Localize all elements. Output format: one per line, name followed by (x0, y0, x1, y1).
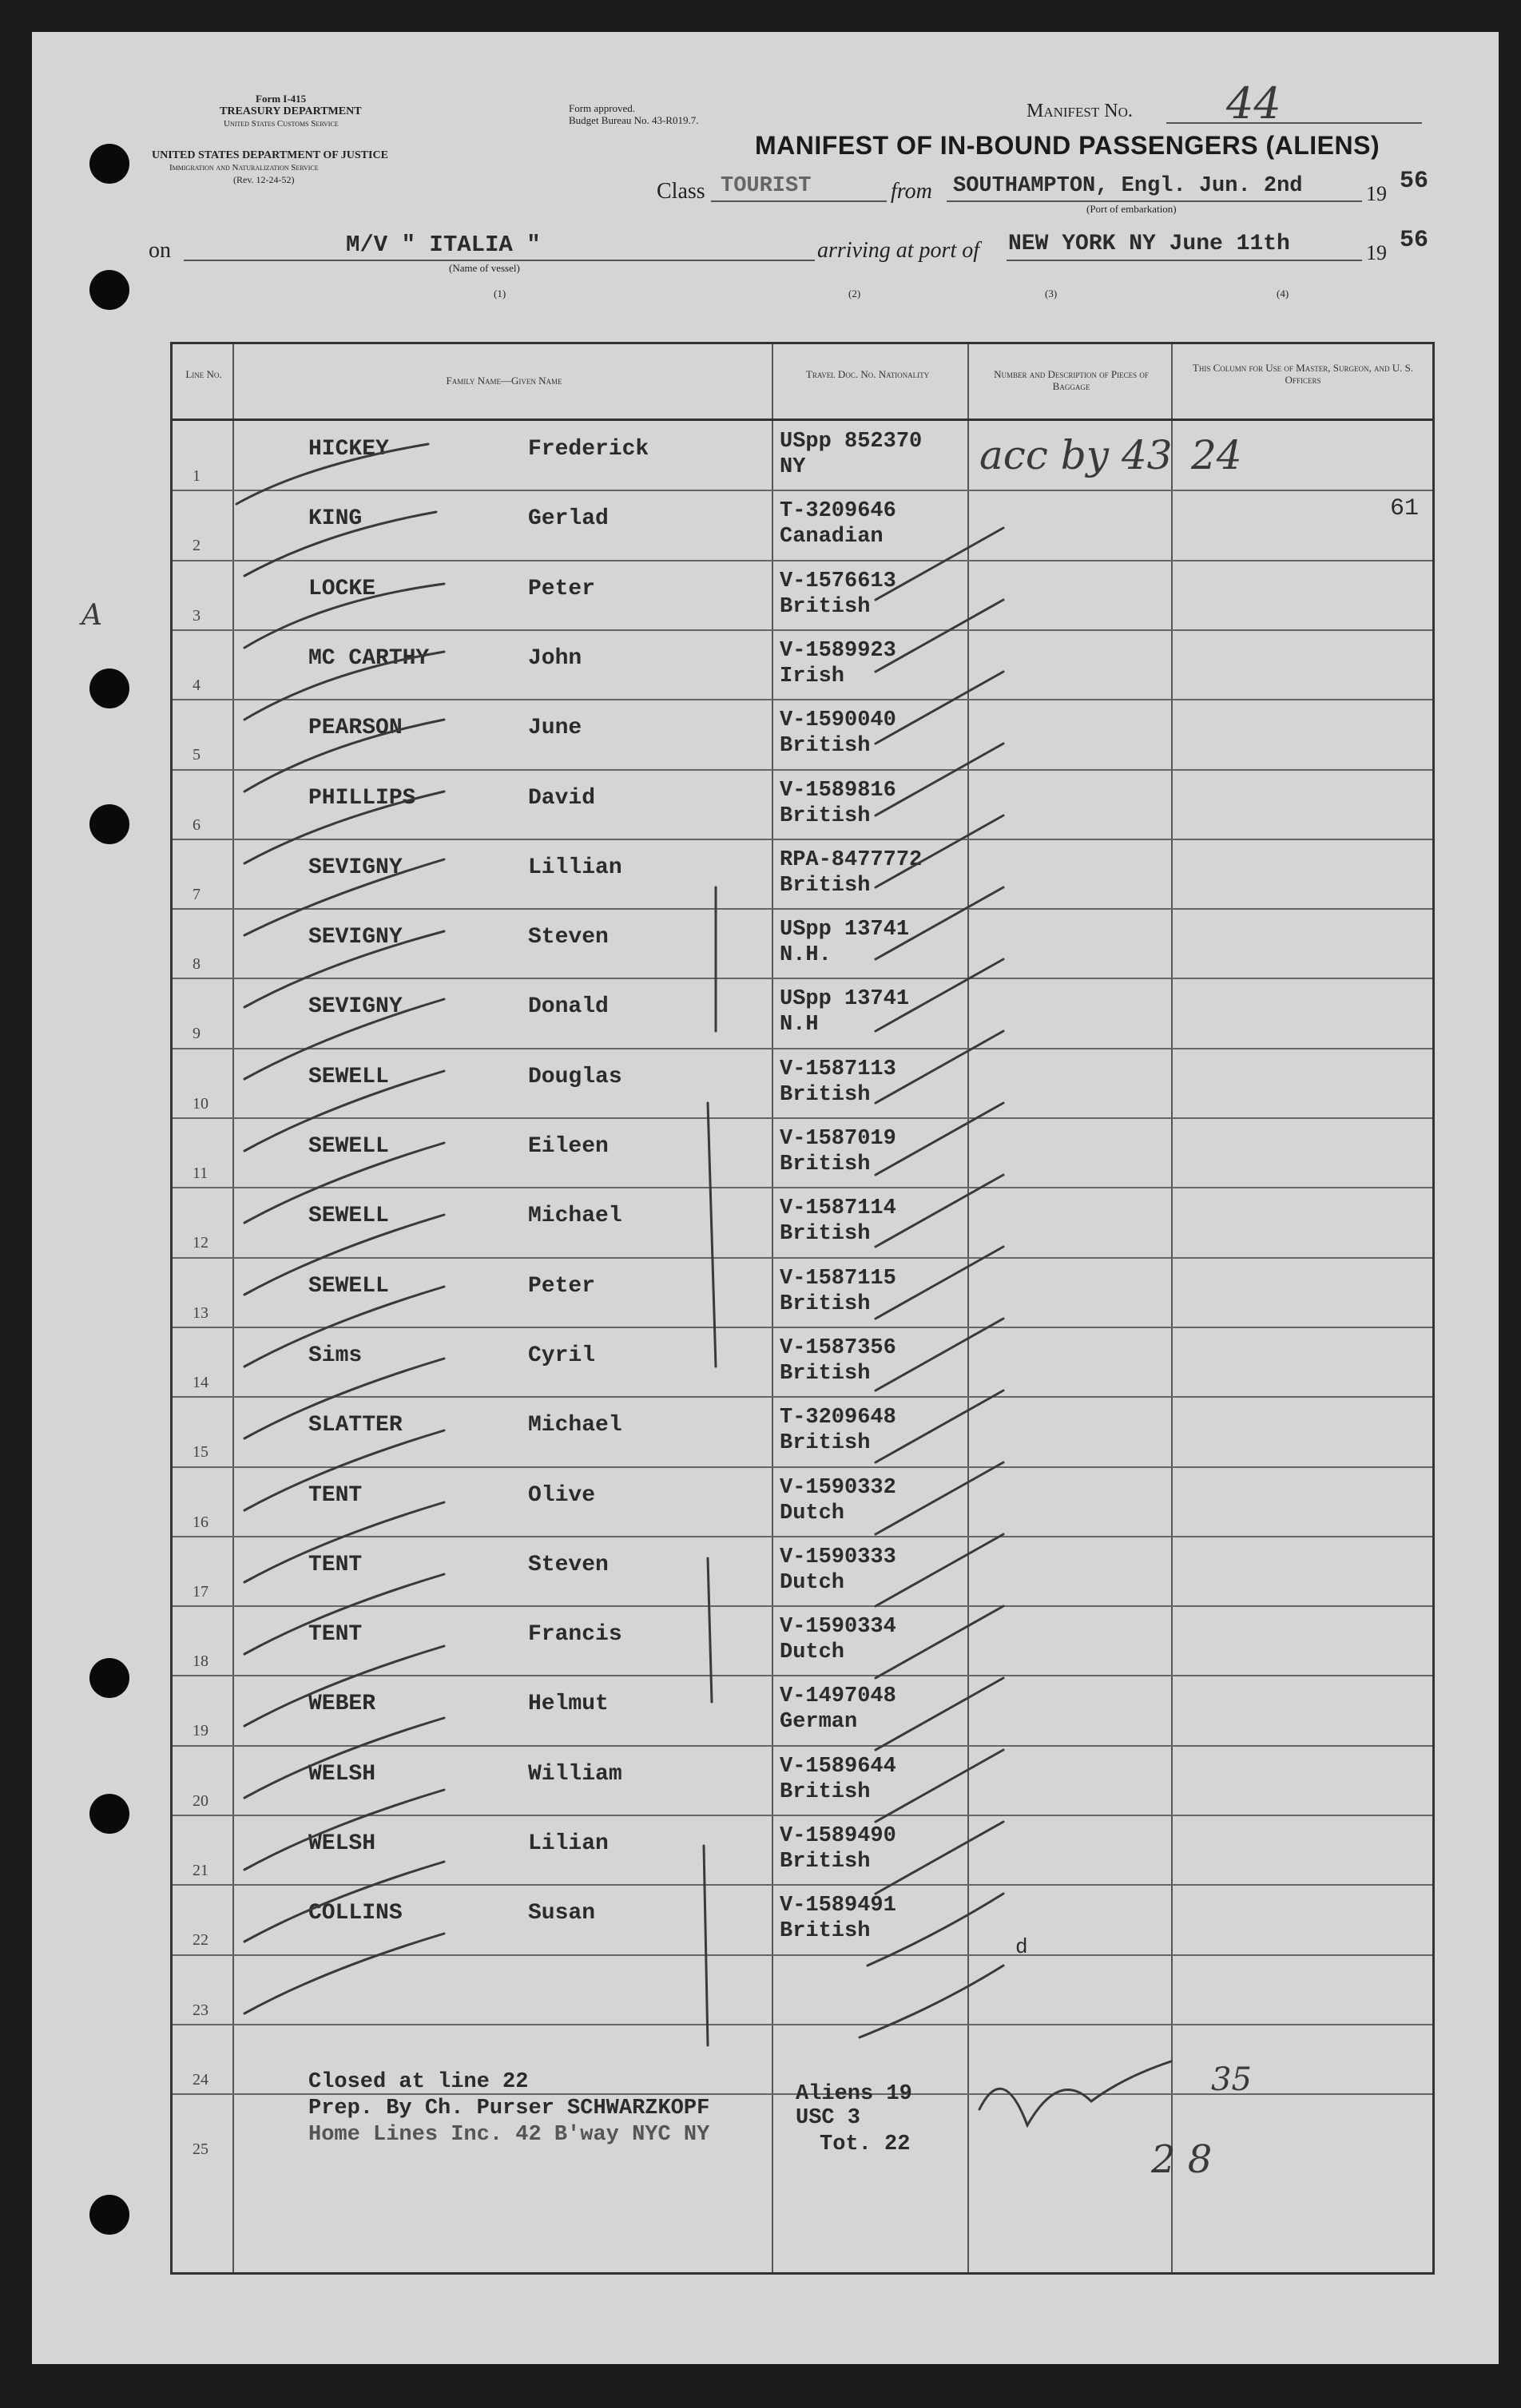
col-number-3: (3) (1045, 288, 1058, 300)
closing-line-1: Closed at line 22 (308, 2070, 529, 2094)
year-prefix-from: 19 (1366, 182, 1387, 205)
travel-doc (780, 498, 896, 549)
from-value: SOUTHAMPTON, Engl. Jun. 2nd (953, 174, 1303, 198)
punch-hole (89, 270, 129, 310)
travel-doc-number: USpp 852370 (780, 430, 923, 454)
line-number: 5 (193, 746, 201, 764)
line-number: 6 (193, 815, 201, 834)
travel-doc (780, 429, 922, 480)
family-name: WELSH (308, 1831, 376, 1856)
travel-doc-number: V-1589491 (780, 1894, 896, 1918)
line-number: 20 (193, 1791, 208, 1810)
travel-doc-number: V-1587356 (780, 1335, 896, 1360)
nationality: British (780, 873, 871, 898)
vessel-name: M/V " ITALIA " (346, 232, 541, 258)
travel-doc-number: V-1587114 (780, 1196, 896, 1221)
arrival-value: NEW YORK NY June 11th (1008, 232, 1290, 256)
nationality: British (780, 734, 871, 759)
travel-doc (780, 778, 896, 829)
given-name: William (528, 1761, 622, 1787)
punch-hole (89, 668, 129, 708)
side-number: 61 (1390, 495, 1420, 522)
punch-hole (89, 144, 129, 184)
travel-doc-number: V-1589644 (780, 1754, 896, 1779)
line-number: 21 (193, 1862, 208, 1879)
line-number: 10 (193, 1094, 208, 1113)
line-number: 14 (193, 1373, 208, 1391)
baggage-note-line1: acc by 43 (979, 432, 1173, 478)
nationality: British (780, 1361, 871, 1386)
travel-doc-number: T-3209646 (780, 499, 896, 524)
table-row (173, 1188, 1432, 1257)
customs-service: United States Customs Service (224, 119, 339, 129)
table-row (173, 1118, 1432, 1188)
form-revision: (Rev. 12-24-52) (233, 174, 295, 185)
given-name: Gerlad (528, 506, 609, 532)
table-row (173, 839, 1432, 909)
header-travel-doc: Travel Doc. No. Nationality (805, 368, 930, 380)
arriving-label: arriving at port of (817, 238, 980, 263)
given-name: Douglas (528, 1064, 622, 1089)
officer-note-line1: 24 (1191, 432, 1242, 478)
line-number: 16 (193, 1513, 208, 1531)
travel-doc (780, 1057, 896, 1108)
punch-hole (89, 2195, 129, 2235)
family-name: HICKEY (308, 437, 389, 462)
family-name: TENT (308, 1552, 363, 1577)
vessel-line (184, 260, 815, 261)
table-row (173, 561, 1432, 630)
line-number: 1 (193, 467, 201, 485)
line-number: 15 (193, 1443, 208, 1462)
family-name: TENT (308, 1622, 363, 1648)
table-row (173, 1397, 1432, 1466)
table-row (173, 1467, 1432, 1537)
nationality: British (780, 1779, 871, 1804)
given-name: Eileen (528, 1134, 609, 1159)
table-row (173, 1955, 1432, 2025)
family-name: SEVIGNY (308, 925, 403, 950)
family-name: PEARSON (308, 716, 403, 741)
travel-doc (780, 1545, 896, 1596)
travel-doc (780, 1266, 896, 1317)
travel-doc (780, 986, 909, 1037)
family-name: SEWELL (308, 1204, 389, 1229)
justice-department: UNITED STATES DEPARTMENT OF JUSTICE (152, 149, 388, 161)
given-name: David (528, 785, 596, 811)
class-value: TOURIST (721, 174, 812, 198)
nationality: Dutch (780, 1501, 845, 1525)
travel-doc-number: V-1497048 (780, 1684, 896, 1709)
table-row (173, 1676, 1432, 1745)
travel-doc-number: V-1589816 (780, 778, 896, 803)
given-name: Peter (528, 576, 596, 601)
travel-doc (780, 917, 909, 968)
closing-line-3: Home Lines Inc. 42 B'way NYC NY (308, 2123, 710, 2147)
family-name: COLLINS (308, 1901, 403, 1926)
table-row (173, 1606, 1432, 1676)
family-name: SLATTER (308, 1413, 403, 1438)
from-label: from (891, 179, 932, 204)
manifest-title: MANIFEST OF IN-BOUND PASSENGERS (ALIENS) (755, 131, 1380, 160)
travel-doc (780, 1196, 896, 1247)
family-name: Sims (308, 1343, 363, 1368)
table-row (173, 1049, 1432, 1118)
nationality: Dutch (780, 1640, 845, 1665)
nationality: Irish (780, 664, 845, 688)
line21-mark: d (1015, 1935, 1028, 1959)
treasury-department: TREASURY DEPARTMENT (220, 105, 362, 117)
travel-doc (780, 1405, 896, 1456)
given-name: Steven (528, 925, 609, 950)
line-number: 22 (193, 1931, 208, 1950)
family-name: PHILLIPS (308, 785, 416, 811)
family-name: SEWELL (308, 1134, 389, 1159)
line-number: 12 (193, 1234, 208, 1252)
travel-doc-number: V-1589490 (780, 1824, 896, 1848)
nationality: German (780, 1710, 858, 1735)
punch-hole (89, 804, 129, 844)
travel-doc (780, 1614, 896, 1665)
table-row (173, 700, 1432, 769)
travel-doc-number: V-1587115 (780, 1266, 896, 1291)
travel-doc-number: USpp 13741 (780, 918, 910, 942)
line-number: 19 (193, 1722, 208, 1740)
table-row (173, 1746, 1432, 1815)
travel-doc-number: V-1587019 (780, 1127, 896, 1151)
year-from: 56 (1400, 168, 1429, 195)
manifest-page (32, 32, 1499, 2364)
travel-doc-number: V-1589923 (780, 638, 896, 663)
closing-line-2: Prep. By Ch. Purser SCHWARZKOPF (308, 2097, 710, 2120)
travel-doc (780, 847, 922, 899)
arrival-line (1007, 260, 1362, 261)
nationality: British (780, 1222, 871, 1247)
line-number: 8 (193, 955, 201, 974)
year-prefix-arrival: 19 (1366, 241, 1387, 264)
punch-hole (89, 1794, 129, 1834)
travel-doc-number: T-3209648 (780, 1406, 896, 1430)
header-name: Family Name—Given Name (446, 375, 562, 387)
table-row (173, 1327, 1432, 1397)
form-approved: Form approved. (569, 102, 636, 114)
family-name: KING (308, 506, 363, 532)
line-number: 4 (193, 676, 201, 694)
line-number: 9 (193, 1025, 201, 1043)
travel-doc (780, 1684, 896, 1735)
nationality: British (780, 1919, 871, 1944)
given-name: June (528, 716, 582, 741)
line-number: 24 (193, 2070, 208, 2089)
travel-doc (780, 1893, 896, 1944)
tally-top: 35 (1211, 2061, 1252, 2098)
line-number: 18 (193, 1652, 208, 1671)
family-name: SEVIGNY (308, 855, 403, 880)
nationality: N.H (780, 1013, 819, 1037)
family-name: TENT (308, 1482, 363, 1508)
nationality: Dutch (780, 1570, 845, 1595)
travel-doc (780, 1126, 896, 1177)
year-arrival: 56 (1400, 227, 1429, 254)
table-row (173, 1815, 1432, 1885)
table-row (173, 909, 1432, 978)
nationality: Canadian (780, 525, 884, 549)
travel-doc-number: RPA-8477772 (780, 847, 923, 872)
on-label: on (149, 238, 171, 263)
nationality: NY (780, 455, 806, 479)
col-number-4: (4) (1277, 288, 1289, 300)
given-name: Francis (528, 1622, 622, 1648)
margin-mark: A (81, 599, 102, 632)
given-name: Cyril (528, 1343, 596, 1368)
table-row (173, 1258, 1432, 1327)
line-number: 3 (193, 606, 201, 625)
travel-doc-number: V-1590040 (780, 708, 896, 733)
nationality: British (780, 594, 871, 619)
line-number: 23 (193, 2001, 208, 2019)
manifest-no-label: Manifest No. (1027, 101, 1133, 121)
nationality: British (780, 1850, 871, 1874)
travel-doc-number: V-1587113 (780, 1057, 896, 1081)
passenger-table (170, 342, 1435, 2275)
given-name: Olive (528, 1482, 596, 1508)
from-line (947, 200, 1362, 202)
table-row (173, 490, 1432, 560)
line-number: 17 (193, 1582, 208, 1601)
line-number: 13 (193, 1303, 208, 1322)
travel-doc (780, 1754, 896, 1805)
given-name: Michael (528, 1413, 622, 1438)
col-number-1: (1) (494, 288, 506, 300)
family-name: WEBER (308, 1692, 376, 1717)
header-baggage: Number and Description of Pieces of Baggage (994, 368, 1149, 392)
header-officers: This Column for Use of Master, Surgeon, and U. S. Officers (1192, 362, 1414, 386)
col-number-2: (2) (848, 288, 861, 300)
manifest-no-value: 44 (1226, 78, 1281, 129)
travel-doc-number: V-1590332 (780, 1475, 896, 1500)
punch-hole (89, 1658, 129, 1698)
header-line-no: Line No. (185, 368, 222, 380)
usc-count: USC 3 (796, 2106, 861, 2130)
nationality: N.H. (780, 943, 832, 968)
ins-service: Immigration and Naturalization Service (169, 163, 319, 173)
manifest-no-line (1166, 122, 1422, 124)
given-name: Steven (528, 1552, 609, 1577)
given-name: Michael (528, 1204, 622, 1229)
tally-bottom: 2 8 (1151, 2137, 1213, 2182)
family-name: SEVIGNY (308, 994, 403, 1020)
travel-doc (780, 569, 896, 620)
port-embarkation-caption: (Port of embarkation) (1086, 203, 1177, 215)
aliens-count: Aliens 19 (796, 2082, 912, 2106)
table-row (173, 630, 1432, 700)
given-name: Lilian (528, 1831, 609, 1856)
table-row (173, 1537, 1432, 1606)
nationality: British (780, 803, 871, 828)
line-number: 25 (193, 2140, 208, 2159)
budget-bureau: Budget Bureau No. 43-R019.7. (569, 114, 699, 126)
travel-doc (780, 1335, 896, 1386)
nationality: British (780, 1152, 871, 1176)
vessel-caption: (Name of vessel) (449, 262, 520, 274)
line-number: 7 (193, 885, 201, 903)
given-name: John (528, 645, 582, 671)
table-row (173, 1885, 1432, 1954)
table-row (173, 770, 1432, 839)
travel-doc-number: USpp 13741 (780, 987, 910, 1012)
family-name: SEWELL (308, 1273, 389, 1299)
table-row (173, 421, 1432, 490)
given-name: Frederick (528, 437, 649, 462)
travel-doc-number: V-1590333 (780, 1545, 896, 1569)
given-name: Susan (528, 1901, 596, 1926)
travel-doc (780, 1475, 896, 1526)
total-count: Tot. 22 (820, 2132, 911, 2156)
family-name: WELSH (308, 1761, 376, 1787)
travel-doc (780, 708, 896, 759)
nationality: British (780, 1291, 871, 1316)
given-name: Peter (528, 1273, 596, 1299)
nationality: British (780, 1431, 871, 1456)
form-number: Form I-415 (256, 93, 307, 105)
table-row (173, 978, 1432, 1048)
family-name: SEWELL (308, 1064, 389, 1089)
given-name: Helmut (528, 1692, 609, 1717)
nationality: British (780, 1082, 871, 1107)
family-name: LOCKE (308, 576, 376, 601)
class-label: Class (657, 179, 705, 204)
given-name: Lillian (528, 855, 622, 880)
given-name: Donald (528, 994, 609, 1020)
line-number: 11 (193, 1164, 208, 1182)
class-line (711, 200, 887, 202)
travel-doc-number: V-1576613 (780, 569, 896, 593)
travel-doc-number: V-1590334 (780, 1615, 896, 1640)
travel-doc (780, 638, 896, 689)
travel-doc (780, 1823, 896, 1874)
line-number: 2 (193, 537, 201, 555)
family-name: MC CARTHY (308, 645, 430, 671)
